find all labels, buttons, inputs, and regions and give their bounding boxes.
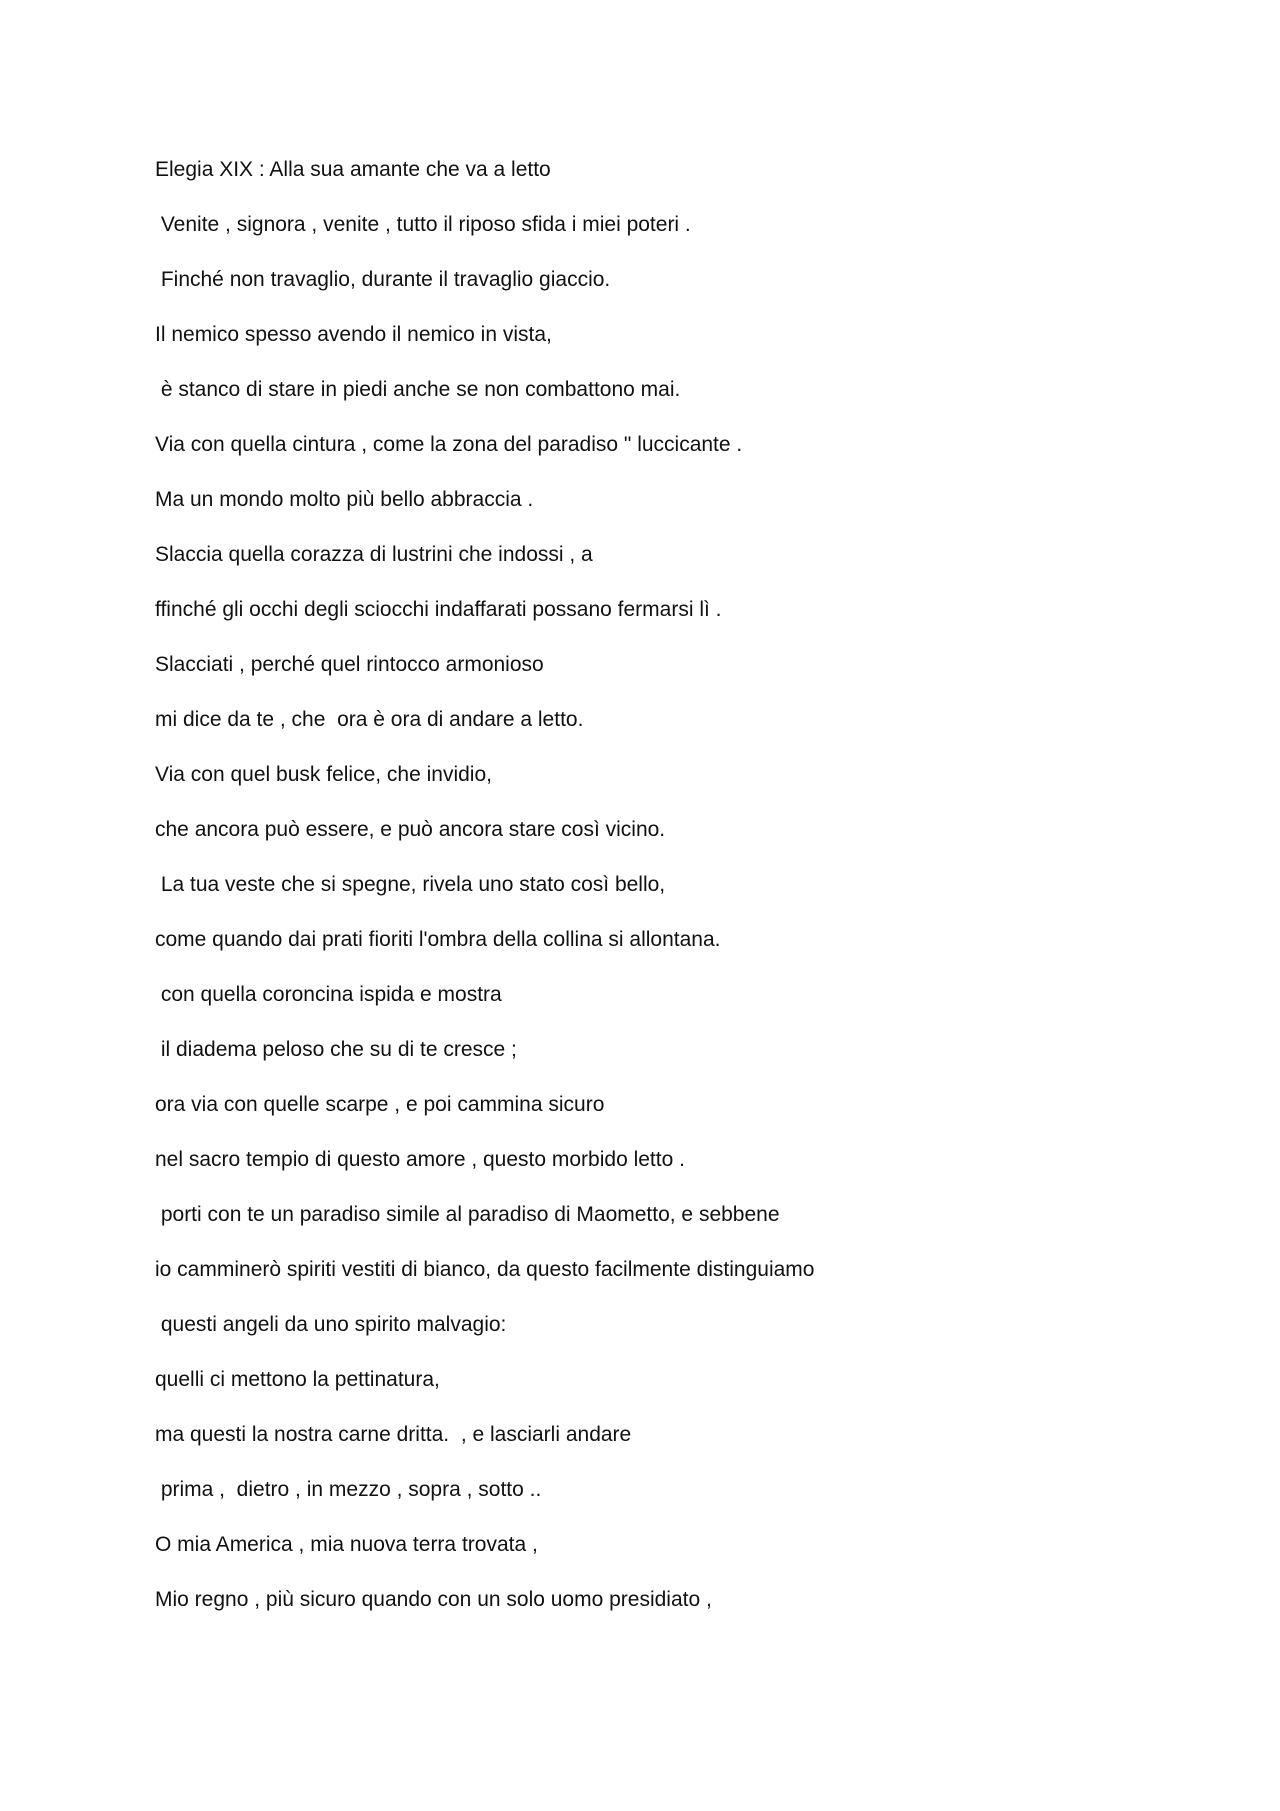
poem-line: che ancora può essere, e può ancora stare così vicino. [155,818,666,841]
poem-line: O mia America , mia nuova terra trovata , [155,1533,538,1556]
poem-line: questi angeli da uno spirito malvagio: [155,1313,507,1336]
poem-line: nel sacro tempio di questo amore , questo morbido letto . [155,1148,685,1171]
poem-text [155,150,1155,1635]
poem-line: ora via con quelle scarpe , e poi cammina sicuro [155,1093,605,1116]
poem-line: Ma un mondo molto più bello abbraccia . [155,488,534,511]
poem-line: ffinché gli occhi degli sciocchi indaffarati possano fermarsi lì . [155,598,722,621]
poem-line: Finché non travaglio, durante il travaglio giaccio. [155,268,611,291]
poem-line: ma questi la nostra carne dritta. , e lasciarli andare [155,1423,632,1446]
poem-line: Via con quel busk felice, che invidio, [155,763,492,786]
poem-line: prima , dietro , in mezzo , sopra , sotto .. [155,1478,542,1501]
poem-line: quelli ci mettono la pettinatura, [155,1368,440,1391]
poem-line: Slacciati , perché quel rintocco armonioso [155,653,544,676]
poem-line: è stanco di stare in piedi anche se non combattono mai. [155,378,681,401]
poem-title: Elegia XIX : Alla sua amante che va a letto [155,158,551,181]
poem-line: Via con quella cintura , come la zona del paradiso " luccicante . [155,433,743,456]
poem-line: il diadema peloso che su di te cresce ; [155,1038,517,1061]
poem-line: mi dice da te , che ora è ora di andare a letto. [155,708,584,731]
poem-line: come quando dai prati fioriti l'ombra della collina si allontana. [155,928,721,951]
poem-line: La tua veste che si spegne, rivela uno stato così bello, [155,873,666,896]
poem-line: Il nemico spesso avendo il nemico in vista, [155,323,552,346]
poem-line: Venite , signora , venite , tutto il riposo sfida i miei poteri . [155,213,691,236]
poem-line: io camminerò spiriti vestiti di bianco, da questo facilmente distinguiamo [155,1258,815,1281]
poem-line: porti con te un paradiso simile al paradiso di Maometto, e sebbene [155,1203,780,1226]
poem-line: Mio regno , più sicuro quando con un solo uomo presidiato , [155,1588,712,1611]
poem-line: con quella coroncina ispida e mostra [155,983,502,1006]
poem-line: Slaccia quella corazza di lustrini che indossi , a [155,543,593,566]
